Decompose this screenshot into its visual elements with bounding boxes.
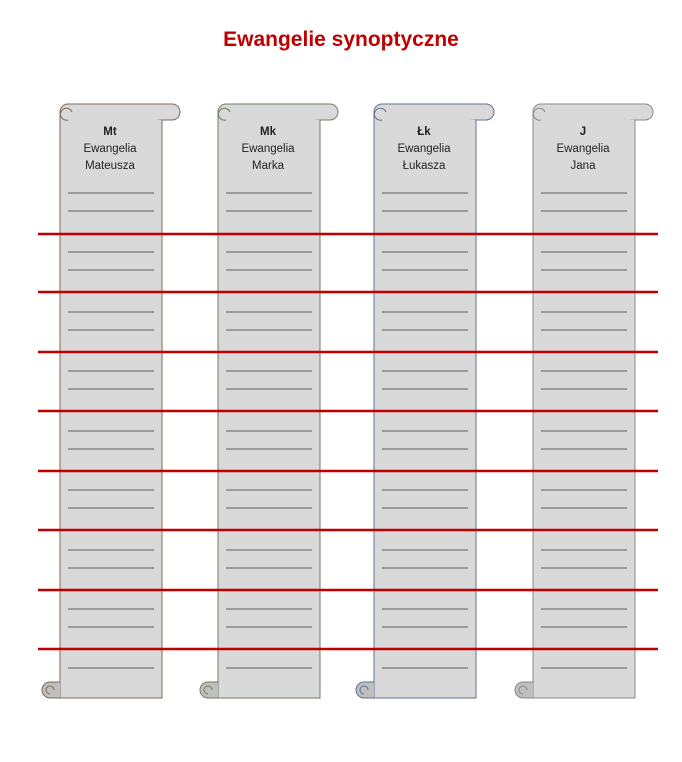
scroll-2 [200, 104, 338, 698]
scroll-body [60, 112, 162, 698]
scroll-label-line1: Ewangelia [241, 143, 295, 155]
scroll-bottom-roll [515, 682, 533, 698]
scroll-abbreviation: Mt [103, 126, 117, 138]
scroll-bottom-roll [200, 682, 218, 698]
scroll-label-line1: Ewangelia [397, 143, 451, 155]
scroll-body [533, 112, 635, 698]
scroll-1 [42, 104, 180, 698]
scroll-4 [515, 104, 653, 698]
scroll-header [218, 124, 318, 175]
scroll-body [374, 112, 476, 698]
scroll-bottom-roll [356, 682, 374, 698]
scroll-header [60, 124, 160, 175]
scroll-label-line2: Marka [252, 160, 284, 172]
scroll-label-line1: Ewangelia [83, 143, 137, 155]
scroll-3 [356, 104, 494, 698]
scroll-bottom-roll [42, 682, 60, 698]
page-title: Ewangelie synoptyczne [223, 28, 459, 51]
scroll-abbreviation: J [579, 126, 587, 138]
scroll-body [218, 112, 320, 698]
scroll-label-line2: Łukasza [402, 160, 446, 172]
scroll-header [533, 124, 633, 175]
scroll-label-line1: Ewangelia [556, 143, 610, 155]
scroll-abbreviation: Mk [260, 126, 276, 138]
scroll-header [374, 124, 474, 175]
scroll-label-line2: Mateusza [85, 160, 135, 172]
scroll-abbreviation: Łk [417, 126, 431, 138]
scroll-label-line2: Jana [570, 160, 596, 172]
